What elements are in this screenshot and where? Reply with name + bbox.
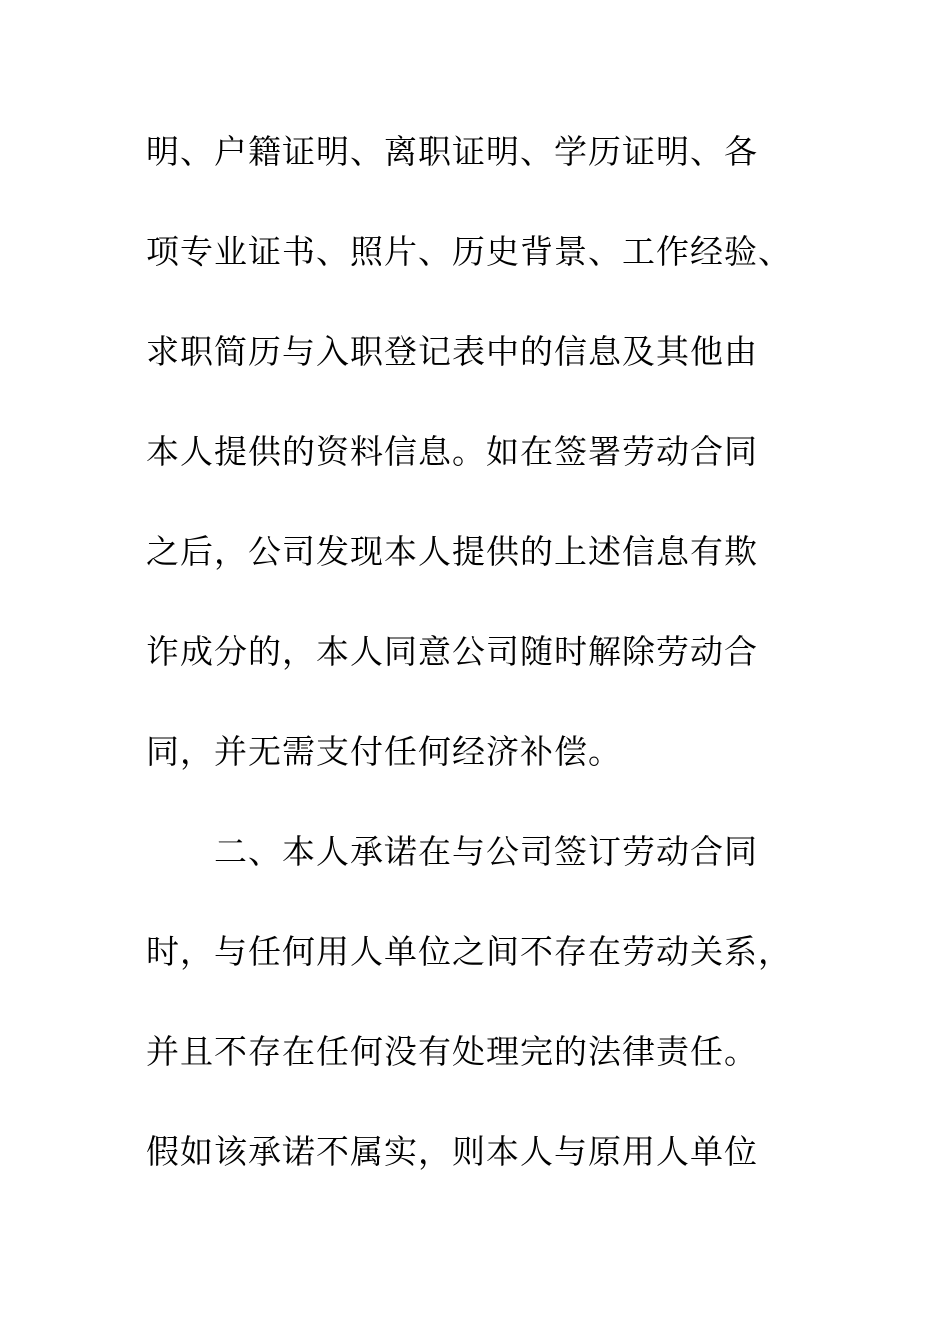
text-line: 之后，公司发现本人提供的上述信息有欺 [146, 532, 758, 571]
text-line: 本人提供的资料信息。如在签署劳动合同 [146, 432, 758, 471]
paragraph-start-line: 二、本人承诺在与公司签订劳动合同 [214, 832, 758, 871]
text-line: 同，并无需支付任何经济补偿。 [146, 732, 622, 771]
text-line: 时，与任何用人单位之间不存在劳动关系， [146, 932, 792, 971]
text-line: 项专业证书、照片、历史背景、工作经验、 [146, 232, 792, 271]
text-line: 求职简历与入职登记表中的信息及其他由 [146, 332, 758, 371]
text-line: 诈成分的，本人同意公司随时解除劳动合 [146, 632, 758, 671]
text-line: 假如该承诺不属实，则本人与原用人单位 [146, 1132, 758, 1171]
text-line: 明、户籍证明、离职证明、学历证明、各 [146, 132, 758, 171]
text-line: 并且不存在任何没有处理完的法律责任。 [146, 1032, 758, 1071]
